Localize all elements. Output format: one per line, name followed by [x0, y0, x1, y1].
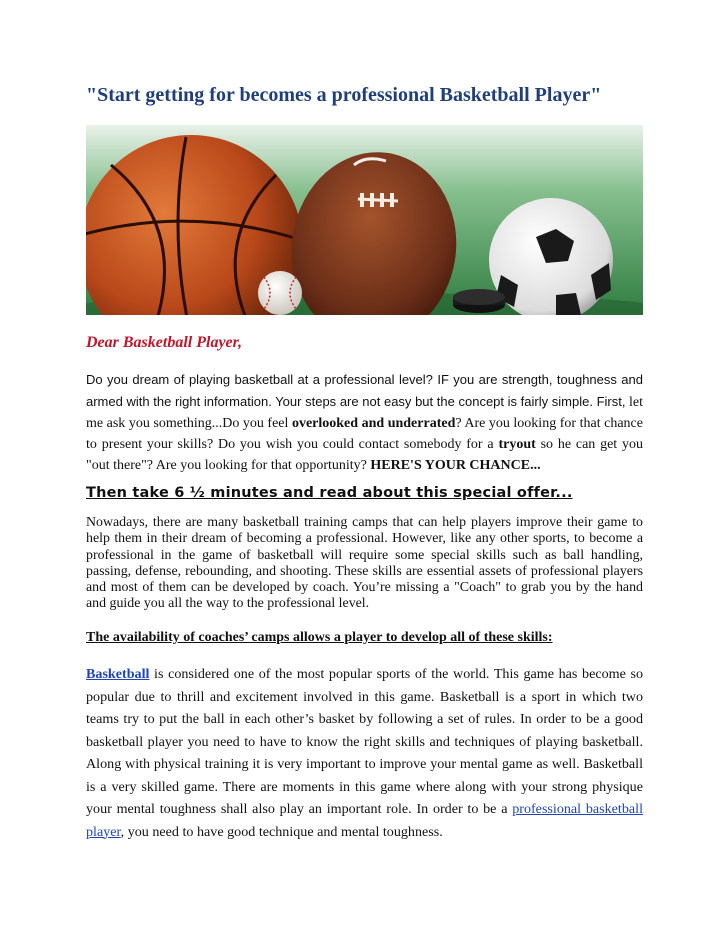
offer-heading: Then take 6 ½ minutes and read about this special offer...: [86, 485, 573, 501]
intro-text-1: Do you dream of playing basketball at a professional level? IF you are strength, toughness and armed with the right information. Your steps are not easy but the concept is fairly simple. First,: [86, 372, 643, 409]
intro-emphasis-overlooked: overlooked and underrated: [291, 416, 456, 431]
intro-text-2: let me ask you something...Do you feel: [86, 395, 644, 431]
hockey-puck-icon: [453, 289, 505, 313]
basketball-paragraph: [86, 663, 643, 843]
intro-text-4: so he can get you "out there"? Are you looking for that opportunity?: [86, 437, 643, 473]
basketball-text-2: , you need to have good technique and mental toughness.: [120, 823, 443, 840]
intro-text-3: ? Are you looking for that chance to present your skills? Do you wish you could contact somebody for a: [86, 416, 643, 452]
intro-emphasis-chance: HERE'S YOUR CHANCE...: [370, 458, 541, 473]
sports-balls-image: [86, 125, 643, 315]
intro-emphasis-tryout: tryout: [498, 437, 536, 452]
salutation: Dear Basketball Player,: [86, 334, 242, 351]
page-title: "Start getting for becomes a professional Basketball Player": [86, 84, 602, 106]
intro-paragraph: [86, 369, 643, 476]
basketball-text-1: is considered one of the most popular sports of the world. This game has become so popular due to thrill and excitement involved in this game. Basketball is a sport in which two teams try to put the ball in each other’s basket by following a set of rules. In order to be a good basketball player you need to have to know the right skills and techniques of playing basketball. Along with physical training it is very important to improve your mental game as well. Basketball is a very skilled game. There are moments in this game where along with your strong physique your mental toughness shall also play an important role. In order to be a: [86, 666, 643, 817]
coaches-camps-subheading: The availability of coaches’ camps allows a player to develop all of these skills:: [86, 630, 553, 645]
baseball-icon: [258, 271, 302, 315]
basketball-link[interactable]: Basketball: [86, 666, 150, 682]
training-camps-paragraph: Nowadays, there are many basketball training camps that can help players improve their game to help them in their dream of becoming a professional. However, like any other sports, to become a professional in the game of basketball will require some special skills such as ball handling, passing, defense, rebounding, and shooting. These skills are essential assets of professional players and most of them can be developed by coach. You’re missing a "Coach" to grab you by the hand and guide you all the way to the professional level.: [86, 515, 643, 612]
professional-basketball-player-link[interactable]: professional basketball player: [86, 801, 643, 840]
